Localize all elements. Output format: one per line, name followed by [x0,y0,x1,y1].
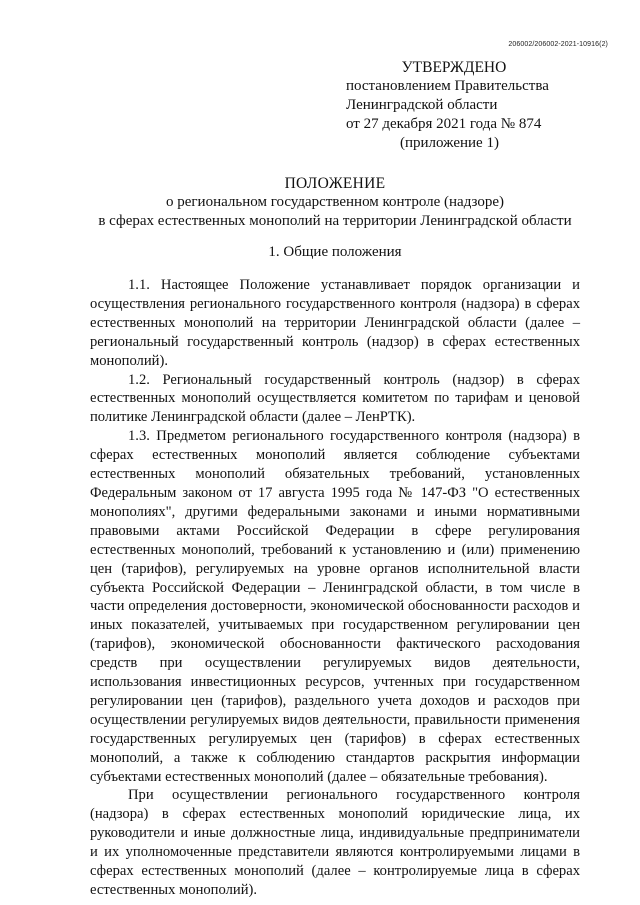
approval-appendix: (приложение 1) [400,135,499,151]
paragraph: При осуществлении регионального государственного контроля (надзора) в сферах естественных монополий юридические лица, их руководители и иные должностные лица, индивидуальные предприниматели и их уполномоченные представители являются контролируемыми лицами в сферах естественных монополий (далее – контролируемые лица в сферах естественных монополий). [90,787,580,898]
document-id: 206002/206002-2021-10916(2) [508,41,608,48]
paragraph: 1.2. Региональный государственный контроль (надзор) в сферах естественных монополий осуществляется комитетом по тарифам и ценовой политике Ленинградской области (далее – ЛенРТК). [90,371,580,426]
document-subtitle: о региональном государственном контроле (надзоре) [165,194,505,210]
section-heading: 1. Общие положения [268,244,402,260]
paragraph: 1.1. Настоящее Положение устанавливает порядок организации и осуществления регионального государственного контроля (надзора) в сферах естественных монополий на территории Ленинградской области (далее – региональный государственный контроль (надзор) в сферах естественных монополий). [90,277,580,369]
approval-stamp: УТВЕРЖДЕНО [401,59,507,76]
document-title: ПОЛОЖЕНИЕ [284,175,386,192]
document-subtitle: в сферах естественных монополий на территории Ленинградской области [98,213,572,229]
approval-block [346,58,606,153]
approval-line: от 27 декабря 2021 года № 874 [346,116,542,132]
approval-line: Ленинградской области [346,97,498,113]
document-title-block [60,174,610,231]
document-body [90,276,580,900]
approval-line: постановлением Правительства [346,78,549,94]
paragraph: 1.3. Предметом регионального государственного контроля (надзора) в сферах естественных монополий является соблюдение субъектами естественных монополий обязательных требований, установленных Федеральным законом от 17 августа 1995 года № 147-ФЗ "О естественных монополиях", другими федеральными законами и иными нормативными правовыми актами Российской Федерации в сфере регулирования естественных монополий, требований к установлению и (или) применению цен (тарифов), регулируемых на уровне органов исполнительной власти субъекта Российской Федерации – Ленинградской области, в том числе в части определения достоверности, экономической обоснованности расходов и иных показателей, учитываемых при государственном регулировании цен (тарифов), экономической обоснованности фактического расходования средств при осуществлении регулируемых видов деятельности, использования инвестиционных ресурсов, учтенных при государственном регулировании цен (тарифов), раздельного учета доходов и расходов при осуществлении регулируемых видов деятельности, правильности применения государственных регулируемых цен (тарифов) в сферах естественных монополий, а также к соблюдению стандартов раскрытия информации субъектами естественных монополий (далее – обязательные требования). [90,428,580,785]
